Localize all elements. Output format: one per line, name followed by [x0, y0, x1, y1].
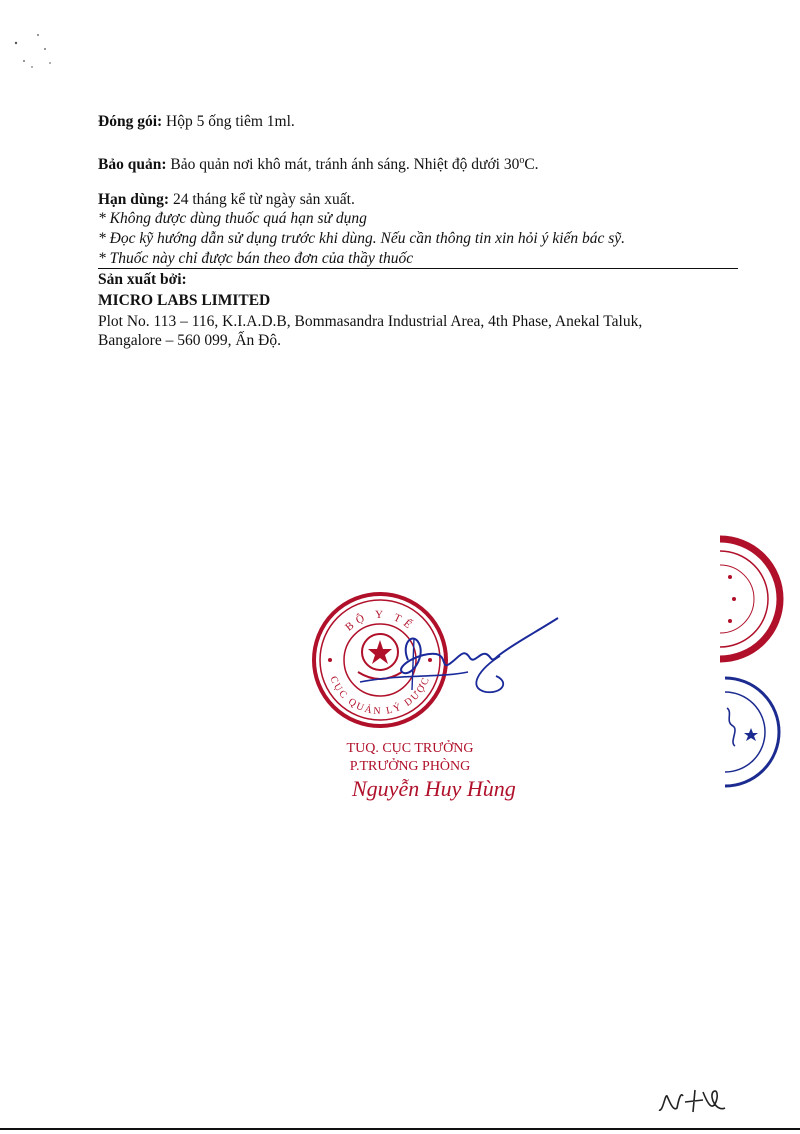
warning-expired: * Không được dùng thuốc quá hạn sử dụng	[98, 210, 367, 227]
storage-tail: C.	[524, 156, 539, 174]
shelf-life-label: Hạn dùng:	[98, 191, 170, 208]
director-signature	[340, 612, 570, 702]
storage-line	[98, 151, 539, 175]
approval-title-line2: P.TRƯỞNG PHÒNG	[349, 759, 471, 774]
warning-read-instructions: * Đọc kỹ hướng dẫn sử dụng trước khi dùng. Nếu cần thông tin xin hỏi ý kiến bác sỹ.	[98, 230, 626, 247]
manufacturer-label: Sản xuất bởi:	[98, 271, 187, 288]
packaging-label: Đóng gói:	[98, 113, 163, 130]
seal-bottom-text: CỤC QUẢN LÝ DƯỢC	[327, 674, 433, 718]
shelf-life-line	[98, 190, 355, 210]
manufacturer-address-line2: Bangalore – 560 099, Ấn Độ.	[98, 332, 281, 349]
handwritten-initials	[655, 1082, 735, 1122]
packaging-line	[98, 112, 295, 132]
manufacturer-address-line1: Plot No. 113 – 116, K.I.A.D.B, Bommasandra Industrial Area, 4th Phase, Anekal Taluk,	[98, 313, 643, 330]
approval-title-line1: TUQ. CỤC TRƯỞNG	[346, 741, 474, 756]
page-bottom-edge	[0, 1128, 800, 1130]
shelf-life-value: 24 tháng kể từ ngày sản xuất.	[169, 191, 355, 208]
manufacturer-name: MICRO LABS LIMITED	[98, 292, 271, 309]
storage-value: Bảo quản nơi khô mát, tránh ánh sáng. Nhiệt độ dưới 30	[166, 156, 520, 174]
partial-company-stamp	[705, 672, 800, 792]
packaging-value: Hộp 5 ống tiêm 1ml.	[162, 113, 295, 130]
seal-top-text: BỘ Y TẾ	[343, 608, 417, 634]
degree-sup: o	[519, 155, 525, 166]
section-divider	[98, 268, 738, 269]
signatory-name: Nguyễn Huy Hùng	[352, 776, 516, 801]
warning-prescription: * Thuốc này chỉ được bán theo đơn của thầy thuốc	[98, 250, 414, 267]
partial-red-stamp	[700, 535, 800, 665]
storage-label: Bảo quản:	[98, 156, 167, 174]
scan-specks	[10, 25, 60, 75]
